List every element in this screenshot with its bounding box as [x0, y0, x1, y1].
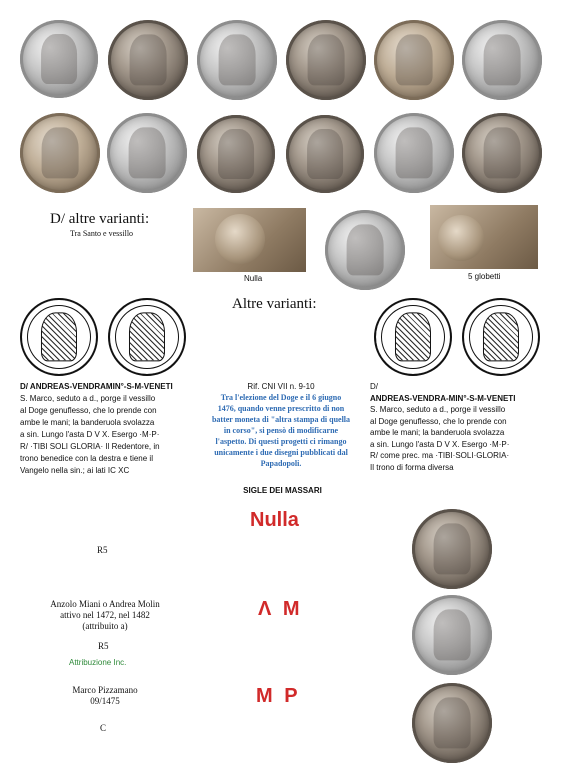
- right-description: D/ ANDREAS-VENDRA-MIN°-S-M-VENETI S. Marco, seduto a d., porge il vessillo al Doge genuflesso, che lo prende con ambe le mani; la banderuola svolazza a sin. Lungo l'asta D V X. Esergo ·M·P· R/ come prec. ma ·TIBI·SOLI·GLORIA· Il trono di forma diversa: [370, 382, 516, 472]
- massaro-rarity: R5: [98, 641, 109, 651]
- detail-photo-right: [430, 205, 538, 269]
- coin-photo: [412, 683, 492, 763]
- massaro-note: Attribuzione Inc.: [69, 658, 127, 667]
- variants-title: D/ altre varianti:: [50, 211, 150, 227]
- left-description: D/ ANDREAS-VENDRAMIN°-S-M-VENETI S. Marco, seduto a d., porge il vessillo al Doge genuflesso, che lo prende con ambe le mani; la banderuola svolazza a sin. Lungo l'asta D V X. Esergo ·M·P· R/ ·TIBI SOLI GLORIA· Il Redentore, in trono benedice con la destra e tiene il Vangelo nella sin.; ai lati IC XC: [20, 382, 173, 475]
- massaro-rarity: C: [100, 723, 107, 733]
- coin-photo: [197, 115, 275, 193]
- coin-photo: [20, 113, 100, 193]
- caption-5-globetti: 5 globetti: [468, 272, 501, 281]
- coin-photo: [374, 113, 454, 193]
- massari-section-title: SIGLE DEI MASSARI: [243, 486, 322, 495]
- coin-drawing: [108, 298, 186, 376]
- variants-subtitle: Tra Santo e vessillo: [70, 229, 134, 238]
- caption-nulla: Nulla: [244, 274, 263, 283]
- coin-photo: [325, 210, 405, 290]
- detail-photo-left: [193, 208, 306, 272]
- coin-photo: [374, 20, 454, 100]
- coin-photo: [20, 20, 98, 98]
- massaro-sigla: Λ M: [258, 598, 303, 620]
- coin-photo: [412, 509, 492, 589]
- coin-photo: [108, 20, 188, 100]
- coin-drawing: [462, 298, 540, 376]
- massaro-details: Marco Pizzamano 09/1475: [72, 685, 138, 706]
- massaro-sigla: Nulla: [250, 509, 299, 531]
- coin-photo: [462, 20, 542, 100]
- coin-drawing: [20, 298, 98, 376]
- altre-varianti-title: Altre varianti:: [232, 296, 317, 312]
- coin-photo: [286, 115, 364, 193]
- coin-photo: [197, 20, 277, 100]
- massaro-rarity: R5: [97, 545, 108, 555]
- coin-drawing: [374, 298, 452, 376]
- coin-photo: [412, 595, 492, 675]
- coin-photo: [107, 113, 187, 193]
- coin-photo: [286, 20, 366, 100]
- coin-photo: [462, 113, 542, 193]
- massaro-sigla: M P: [256, 685, 301, 707]
- middle-description: Rif. CNI VII n. 9-10 Tra l'elezione del Doge e il 6 giugno 1476, quando venne prescritto di non batter moneta di "altra stampa di quella in corso", si pensò di modificarne l'aspetto. Di questi progetti ci rimango unicamente i due disegni pubblicati dal Papadopoli.: [211, 382, 351, 468]
- massaro-details: Anzolo Miani o Andrea Molin attivo nel 1472, nel 1482 (attribuito a): [50, 599, 160, 631]
